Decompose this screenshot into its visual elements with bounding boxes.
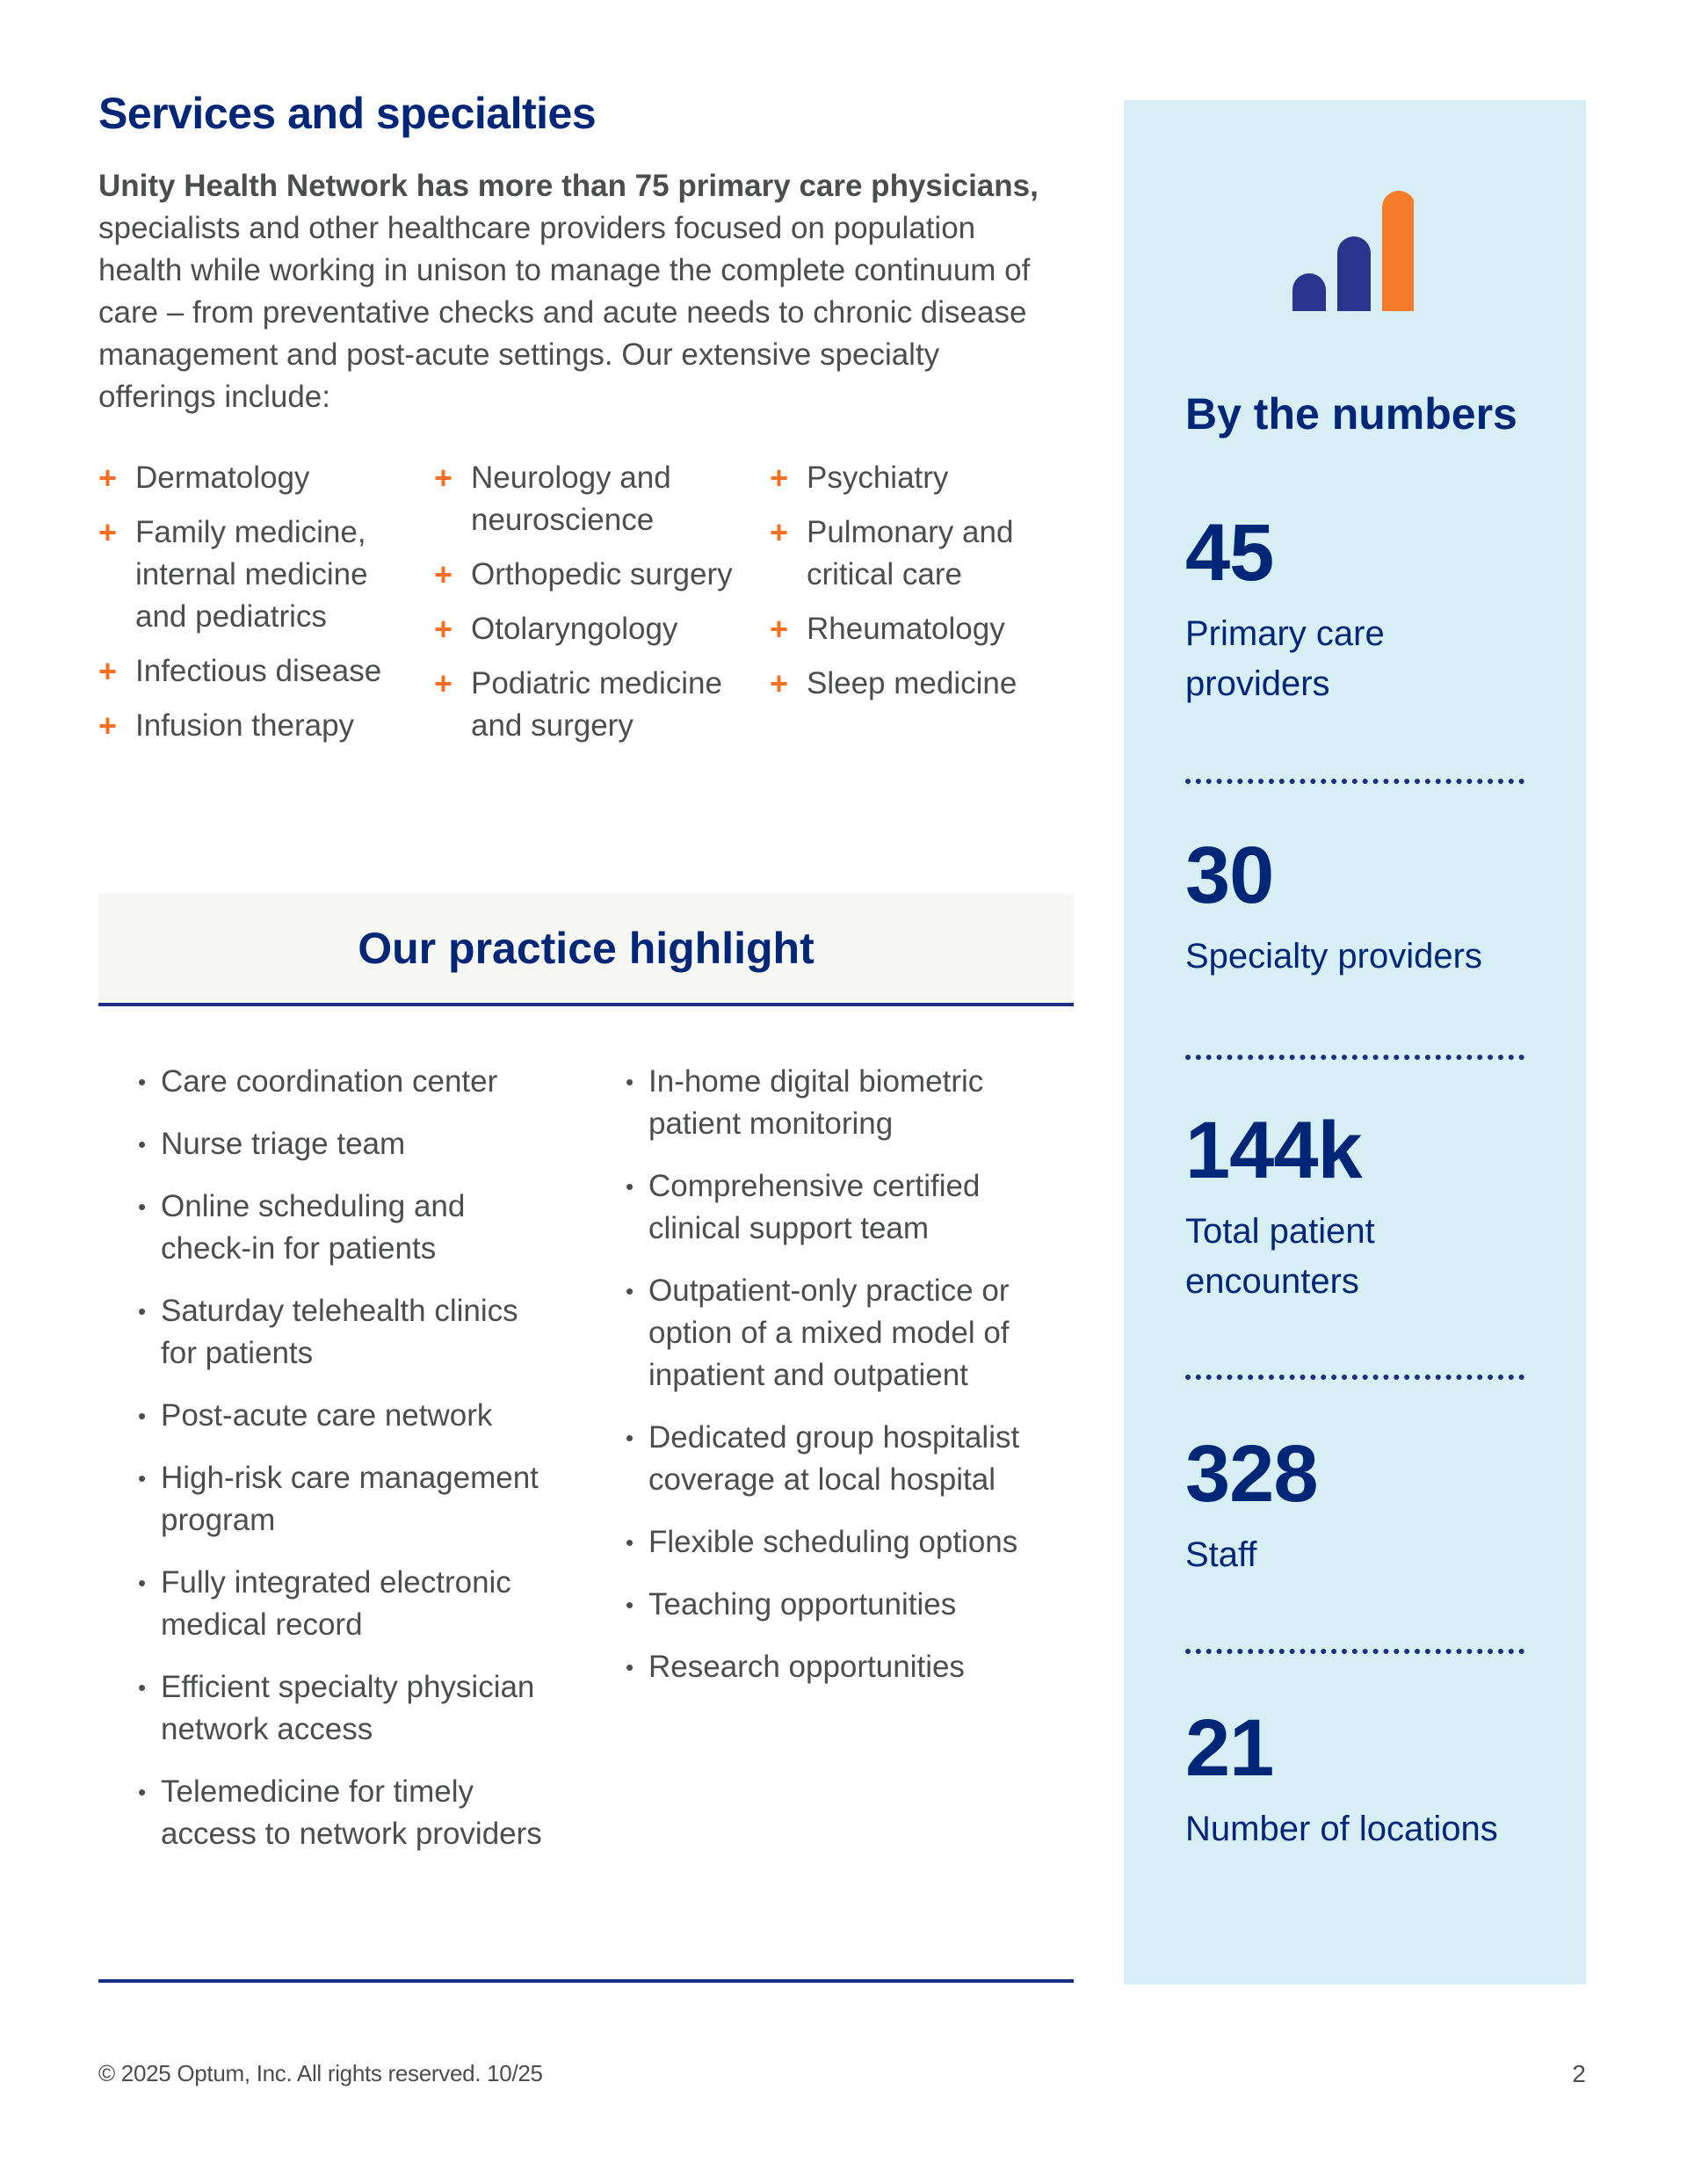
specialty-list-col-3 — [770, 457, 1068, 717]
bar-short — [1292, 273, 1326, 311]
plus-icon: + — [434, 611, 453, 647]
specialty-label: Pulmonary and critical care — [807, 515, 1014, 591]
highlight-label: Online scheduling and check-in for patients — [161, 1189, 466, 1266]
highlight-label: Efficient specialty physician network access — [161, 1670, 535, 1746]
plus-icon: + — [770, 665, 789, 701]
highlight-label: Telemedicine for timely access to network providers — [161, 1774, 542, 1851]
bullet-icon: • — [626, 1069, 634, 1095]
list-item — [624, 1584, 1037, 1626]
specialty-label: Neurology and neuroscience — [471, 461, 671, 537]
specialty-label: Orthopedic surgery — [471, 557, 733, 591]
list-item — [624, 1646, 1037, 1688]
specialty-list-col-2 — [434, 457, 759, 759]
specialty-label: Psychiatry — [807, 461, 949, 495]
stat-divider — [1185, 779, 1524, 784]
stat-primary-care — [1185, 509, 1537, 709]
highlight-label: Dedicated group hospitalist coverage at local hospital — [648, 1420, 1020, 1497]
stat-divider — [1185, 1649, 1524, 1654]
bar-chart-icon — [1291, 190, 1414, 313]
highlight-label: Teaching opportunities — [648, 1587, 957, 1622]
specialty-label: Family medicine, internal medicine and pediatrics — [135, 515, 368, 634]
bar-tall — [1382, 191, 1414, 311]
specialty-label: Infusion therapy — [135, 708, 355, 743]
bullet-icon: • — [138, 1131, 147, 1157]
specialty-list-col-1 — [98, 457, 424, 759]
list-item — [136, 1395, 549, 1437]
stat-label: Number of locations — [1185, 1810, 1498, 1848]
list-item — [136, 1061, 549, 1103]
list-item — [434, 663, 759, 747]
list-item — [136, 1290, 549, 1375]
practice-highlight-title: Our practice highlight — [358, 924, 815, 973]
list-item — [98, 705, 424, 747]
plus-icon: + — [98, 707, 118, 744]
stat-encounters — [1185, 1107, 1537, 1307]
highlight-label: In-home digital biometric patient monitoring — [648, 1064, 984, 1141]
list-item — [434, 554, 759, 596]
highlight-label: Saturday telehealth clinics for patients — [161, 1294, 518, 1370]
list-item — [624, 1061, 1037, 1145]
plus-icon: + — [98, 514, 118, 550]
list-item — [136, 1562, 549, 1646]
bullet-icon: • — [138, 1570, 147, 1596]
highlight-label: Outpatient-only practice or option of a mixed model of inpatient and outpatient — [648, 1273, 1010, 1392]
stat-value: 30 — [1185, 831, 1274, 920]
stat-specialty — [1185, 831, 1537, 982]
list-item — [434, 457, 759, 541]
services-intro — [98, 165, 1047, 418]
stat-staff — [1185, 1430, 1537, 1580]
services-title: Services and specialties — [98, 89, 597, 138]
list-item — [624, 1417, 1037, 1501]
section-divider — [98, 1979, 1074, 1983]
bullet-icon: • — [626, 1278, 634, 1304]
list-item — [624, 1521, 1037, 1564]
bullet-icon: • — [138, 1194, 147, 1220]
specialty-label: Rheumatology — [807, 612, 1005, 646]
list-item — [136, 1186, 549, 1270]
highlight-label: High-risk care management program — [161, 1461, 539, 1537]
bar-medium — [1337, 236, 1371, 311]
bullet-icon: • — [138, 1403, 147, 1429]
plus-icon: + — [434, 665, 453, 701]
specialty-label: Otolaryngology — [471, 612, 678, 646]
plus-icon: + — [434, 460, 453, 496]
list-item — [624, 1270, 1037, 1397]
list-item — [136, 1123, 549, 1165]
stat-label: Total patient encounters — [1185, 1212, 1375, 1301]
stat-value: 328 — [1185, 1429, 1318, 1519]
highlight-label: Post-acute care network — [161, 1398, 493, 1433]
plus-icon: + — [770, 611, 789, 647]
stat-value: 144k — [1185, 1106, 1362, 1195]
list-item — [98, 457, 424, 499]
bullet-icon: • — [138, 1779, 147, 1805]
highlight-label: Research opportunities — [648, 1650, 965, 1684]
bullet-icon: • — [626, 1654, 634, 1680]
plus-icon: + — [98, 653, 118, 689]
stat-value: 21 — [1185, 1703, 1274, 1793]
list-item — [98, 650, 424, 693]
bullet-icon: • — [626, 1425, 634, 1451]
stat-value: 45 — [1185, 508, 1274, 598]
list-item — [770, 663, 1068, 705]
by-the-numbers-title: By the numbers — [1185, 389, 1517, 439]
list-item — [136, 1771, 549, 1855]
highlight-list-col-1 — [136, 1061, 549, 1876]
plus-icon: + — [434, 556, 453, 592]
bullet-icon: • — [138, 1298, 147, 1324]
list-item — [624, 1165, 1037, 1250]
bullet-icon: • — [138, 1069, 147, 1095]
list-item — [136, 1457, 549, 1542]
highlight-label: Nurse triage team — [161, 1127, 406, 1161]
plus-icon: + — [98, 460, 118, 496]
highlight-label: Comprehensive certified clinical support team — [648, 1169, 981, 1245]
list-item — [98, 512, 424, 638]
list-item — [434, 608, 759, 650]
list-item — [136, 1666, 549, 1751]
stat-label: Primary care providers — [1185, 614, 1385, 703]
stat-label: Specialty providers — [1185, 937, 1482, 976]
highlight-label: Flexible scheduling options — [648, 1525, 1018, 1559]
bullet-icon: • — [138, 1465, 147, 1491]
list-item — [770, 457, 1068, 499]
practice-highlight-header — [98, 894, 1074, 1006]
plus-icon: + — [770, 514, 789, 550]
services-intro-lead: Unity Health Network has more than 75 primary care physicians, — [98, 169, 1039, 203]
stat-locations — [1185, 1704, 1537, 1854]
page-number: 2 — [1572, 2060, 1586, 2087]
highlight-label: Care coordination center — [161, 1064, 498, 1099]
by-the-numbers-panel — [1124, 100, 1586, 1984]
bullet-icon: • — [626, 1529, 634, 1556]
list-item — [770, 512, 1068, 596]
highlight-label: Fully integrated electronic medical record — [161, 1565, 511, 1642]
bullet-icon: • — [626, 1173, 634, 1200]
bullet-icon: • — [626, 1592, 634, 1618]
stat-label: Staff — [1185, 1535, 1257, 1574]
stat-divider — [1185, 1055, 1524, 1060]
specialty-label: Sleep medicine — [807, 666, 1017, 700]
footer-copyright: © 2025 Optum, Inc. All rights reserved. 10/25 — [98, 2060, 543, 2086]
services-intro-rest: specialists and other healthcare providers focused on population health while working in unison to manage the complete continuum of care – from preventative checks and acute needs to chronic disease management and post-acute settings. Our extensive specialty offerings include: — [98, 211, 1031, 414]
specialty-label: Dermatology — [135, 461, 310, 495]
plus-icon: + — [770, 460, 789, 496]
highlight-list-col-2 — [624, 1061, 1037, 1709]
specialty-label: Podiatric medicine and surgery — [471, 666, 722, 743]
stat-divider — [1185, 1375, 1524, 1380]
specialty-label: Infectious disease — [135, 654, 382, 688]
bullet-icon: • — [138, 1674, 147, 1701]
list-item — [770, 608, 1068, 650]
